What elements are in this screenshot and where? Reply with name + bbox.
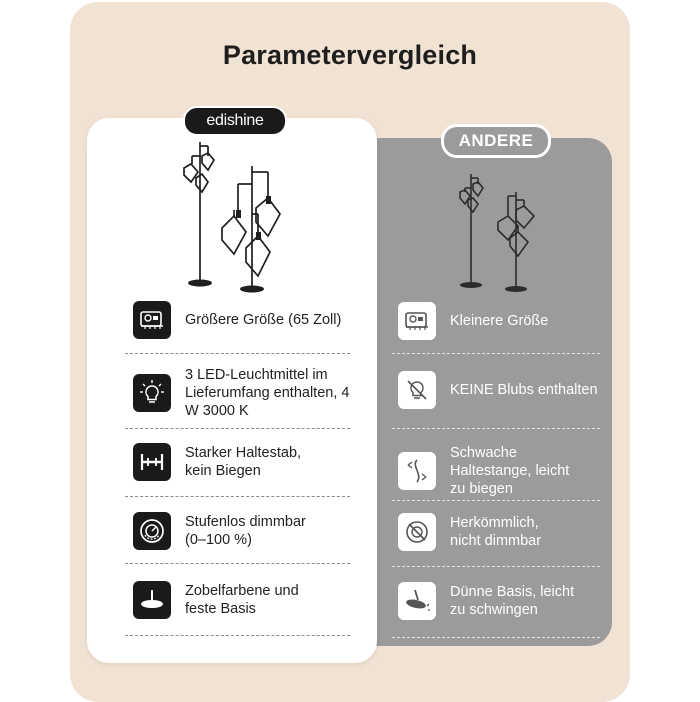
strong-rod-icon [133,443,171,481]
feature-text: Kleinere Größe [450,313,549,329]
wobbly-base-icon [398,582,436,620]
no-bulb-icon [398,371,436,409]
measuring-tape-icon [133,301,171,339]
brand-feature-base [133,581,325,619]
feature-text: Stufenlos dimmbar (0–100 %) [185,514,306,548]
divider [392,353,600,354]
divider [125,353,350,354]
other-feature-size [398,302,548,340]
feature-text: Zobelfarbene und feste Basis [185,583,299,617]
page-title: Parametervergleich [222,40,478,70]
other-feature-dimming [398,513,570,551]
other-floor-lamp-image [440,166,540,296]
divider [392,428,600,429]
feature-text: Schwache Haltestange, leicht zu biegen [450,445,570,497]
divider [392,500,600,501]
brand-feature-dimming [133,512,325,550]
feature-text: 3 LED-Leuchtmittel im Lieferumfang enthalten, 4 W 3000 K [185,367,350,419]
lamp-base-icon [133,581,171,619]
measuring-tape-icon [398,302,436,340]
no-dimmer-icon [398,513,436,551]
bending-rod-icon [398,452,436,490]
feature-text: KEINE Blubs enthalten [450,382,598,398]
divider [392,566,600,567]
brand-feature-size [133,301,341,339]
brand-floor-lamp-image [178,138,288,298]
feature-text: Dünne Basis, leicht zu schwingen [450,584,575,618]
other-badge: ANDERE [441,124,551,158]
other-feature-rod [398,444,580,498]
divider [392,637,600,638]
light-bulb-icon [133,374,171,412]
divider [125,496,350,497]
divider [125,563,350,564]
divider [125,635,350,636]
brand-feature-rod [133,443,320,481]
other-feature-base [398,582,590,620]
feature-text: Starker Haltestab, kein Biegen [185,445,302,479]
brand-logo-badge: edishine [183,106,287,136]
feature-text: Größere Größe (65 Zoll) [185,312,342,328]
other-feature-bulbs [398,371,598,409]
divider [125,428,350,429]
feature-text: Herkömmlich, nicht dimmbar [450,515,542,549]
brand-feature-bulbs [133,366,355,420]
dimmer-dial-icon [133,512,171,550]
